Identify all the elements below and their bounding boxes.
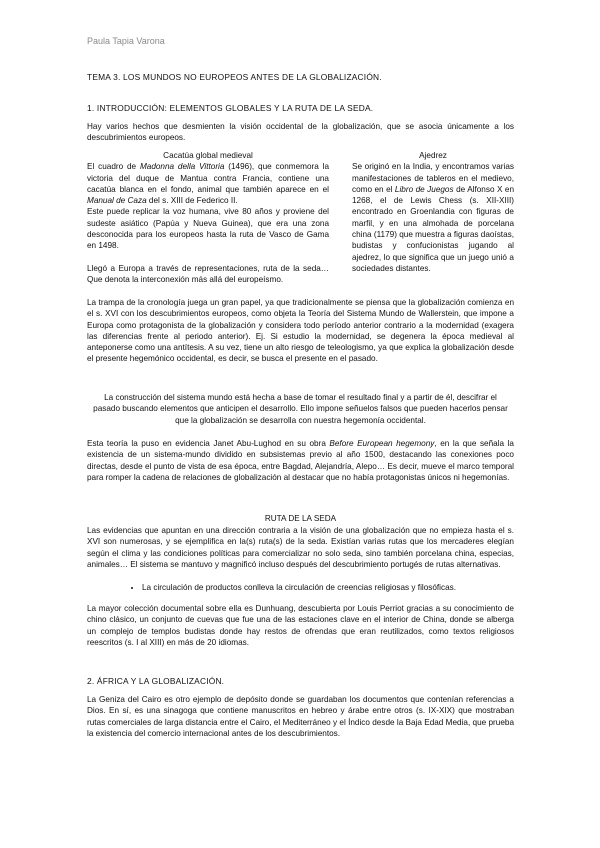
- italic-title: Manual de Caza: [87, 196, 147, 206]
- text: de Alfonso X en 1268, el de Lewis Chess (s. XII-XIII) encontrado en Groenlandia con figuras de marfil, y en una almohada de porcelana china (1179) que muestra a figuras daoístas, budistas y confucionistas jugando al ajedrez, lo que significa que un juego unió a sociedades distantes.: [352, 184, 515, 273]
- text: , en la que señala la existencia de un sistema-mundo dividido en subsistemas previo al año 1500, destacando las conexiones poco directas, desde el punto de vista de esa época, entre Bagdad, Alejandría, Alepo… Es decir, mueve el marco temporal para romper la cadena de relaciones de globalización al destacar que no había protagonistas únicos ni hegemonías.: [87, 439, 514, 482]
- italic-title: Libro de Juegos: [394, 184, 454, 194]
- column-heading-ajedrez: Ajedrez: [419, 151, 447, 160]
- ruta-paragraph: Las evidencias que apuntan en una dirección contraria a la visión de una globalización que no empieza hasta el s. XVI son numerosas, y se ejemplifica en la(s) ruta(s) de la seda. Existían varias rutas que los mercaderes elegían según el clima y las condiciones políticas para comercializar no solo seda, sino también porcelana china, especias, animales… El sistema se mantuvo y magnificó incluso después del descubrimiento portugés de rutas alternativas.: [87, 526, 514, 569]
- italic-title: Madonna della Vittoria: [139, 162, 225, 172]
- page-header-author: Paula Tapia Varona: [87, 36, 165, 46]
- abu-lughod-paragraph: [87, 438, 514, 483]
- text: (1496), que conmemora la victoria del duque de Mantua contra Francia, contiene una cacatúa blanca en el fondo, animal que también aparece en el: [87, 162, 329, 194]
- bullet-list: [87, 582, 514, 593]
- text: Se originó en la India, y encontramos varias manifestaciones de tableros en el medievo, como en el: [352, 162, 514, 194]
- cacatua-paragraph-2: Este puede replicar la voz humana, vive 80 años y proviene del sudeste asiático (Papúa y Nueva Guinea), que era una zona desconocida para los europeos hasta la ruta de Vasco de Gama en 1498.: [87, 207, 329, 251]
- bullet-item: • La circulación de productos conlleva la circulación de creencias religiosas y filosóficas.: [142, 582, 514, 593]
- ajedrez-paragraph: [352, 161, 514, 274]
- text: del s. XIII de Federico II.: [146, 196, 238, 206]
- geniza-paragraph: La Geniza del Cairo es otro ejemplo de depósito donde se guardaban los documentos que contenían referencias a Dios. En sí, es una sinagoga que contiene manuscritos en hebreo y árabe entre otros (s. IX-XIX) que mostraban rutas comerciales de larga distancia entre el Cairo, el Mediterráneo y el Índico desde la Baja Edad Media, que prueba la existencia del comercio internacional antes de los descubrimientos.: [87, 695, 514, 738]
- column-cacatua: [87, 150, 329, 285]
- cacatua-paragraph-3: Llegó a Europa a través de representaciones, ruta de la seda… Que denota la interconexión más allá del europeísmo.: [87, 263, 329, 284]
- ruta-heading: RUTA DE LA SEDA: [264, 514, 337, 523]
- text: El cuadro de: [87, 162, 140, 172]
- italic-title: Before European hegemony: [329, 439, 435, 448]
- quote-paragraph: La construcción del sistema mundo está hecha a base de tomar el resultado final y a partir de él, descifrar el pasado buscando elementos que anticipen el desarrollo. Ello impone señuelos falsos que pueden hacerlos pensar que la globalización se desarrolla con nuestra hegemonía occidental.: [93, 393, 508, 425]
- trampa-paragraph: La trampa de la cronología juega un gran papel, ya que tradicionalmente se piensa que la globalización comienza en el s. XVI con los descubrimientos europeos, como objeta la Teoría del Sistema Mundo de Wallerstein, que impone a Europa como protagonista de la globalización y considera todo período anterior contrario a la modernidad (exagera las diferencias frente al periodo anterior). Ej. Si estudio la modernidad, se degenera la época medieval al anteponerse como una antítesis. A su vez, tiene un alto riesgo de teleologismo, ya que explica la globalización desde el presente hegemónico occidental, es decir, se busca el presente en el pasado.: [87, 298, 514, 364]
- section-1-heading: 1. INTRODUCCIÓN: ELEMENTOS GLOBALES Y LA RUTA DE LA SEDA.: [87, 103, 374, 113]
- section-2-heading: 2. ÁFRICA Y LA GLOBALIZACIÓN.: [87, 676, 225, 686]
- dunhuang-paragraph: La mayor colección documental sobre ella es Dunhuang, descubierta por Louis Perriot gracias a su conocimiento de chino clásico, un conjunto de cuevas que fue una de las estaciones clave en el interior de China, donde se alberga un complejo de templos budistas donde hay restos de ofrendas que eran reutilizados, como textos religiosos reescritos (s. I al XIII) en más de 20 idiomas.: [87, 604, 514, 647]
- text: Esta teoría la puso en evidencia Janet Abu-Lughod en su obra: [87, 439, 330, 448]
- intro-paragraph: Hay varios hechos que desmienten la visión occidental de la globalización, que se asocia únicamente a los descubrimientos europeos.: [87, 122, 514, 143]
- column-heading-cacatua: Cacatúa global medieval: [163, 151, 253, 160]
- column-ajedrez: [352, 150, 514, 274]
- cacatua-paragraph-1: [87, 161, 329, 206]
- document-title: TEMA 3. LOS MUNDOS NO EUROPEOS ANTES DE LA GLOBALIZACIÓN.: [87, 72, 382, 82]
